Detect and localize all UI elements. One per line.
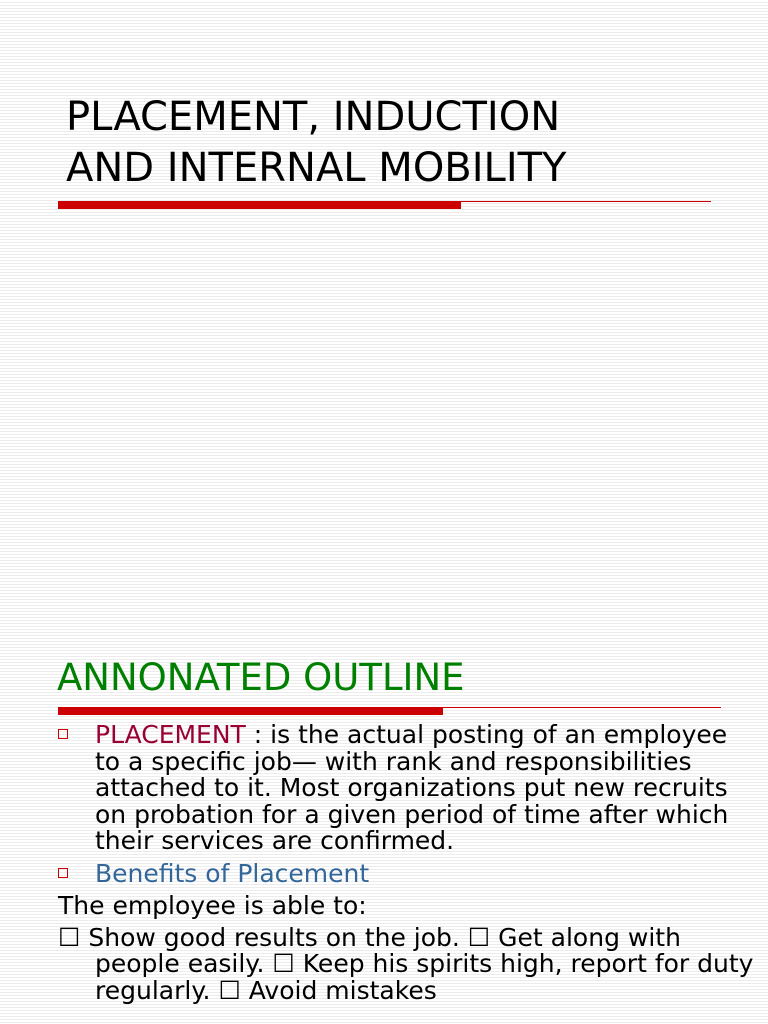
placement-term: PLACEMENT [95,720,246,749]
bullet-placement [58,722,758,855]
outline-body [58,722,758,1004]
benefits-checklist: ☐ Show good results on the job. ☐ Get along with people easily. ☐ Keep his spirits high, report for duty regularly. ☐ Avoid mistakes [58,922,754,1005]
benefits-subheading: Benefits of Placement [95,858,370,888]
square-bullet-icon [58,868,68,878]
employee-intro: The employee is able to: [58,891,367,920]
title-line-2: AND INTERNAL MOBILITY [66,145,567,191]
title-line-1: PLACEMENT, INDUCTION [66,94,561,140]
square-bullet-icon [58,729,68,739]
bullet-benefits [58,858,758,888]
slide-title-heading [66,92,716,194]
outline-divider-thick [58,708,443,715]
outline-heading: ANNONATED OUTLINE [57,656,465,699]
title-divider-thick [58,202,461,209]
slide-outline [0,620,768,1024]
placement-definition: : is the actual posting of an employee to a specific job— with rank and responsibilities attached to it. Most organizations put new recruits on probation for a given period of time after which their services are confirmed. [95,720,729,855]
